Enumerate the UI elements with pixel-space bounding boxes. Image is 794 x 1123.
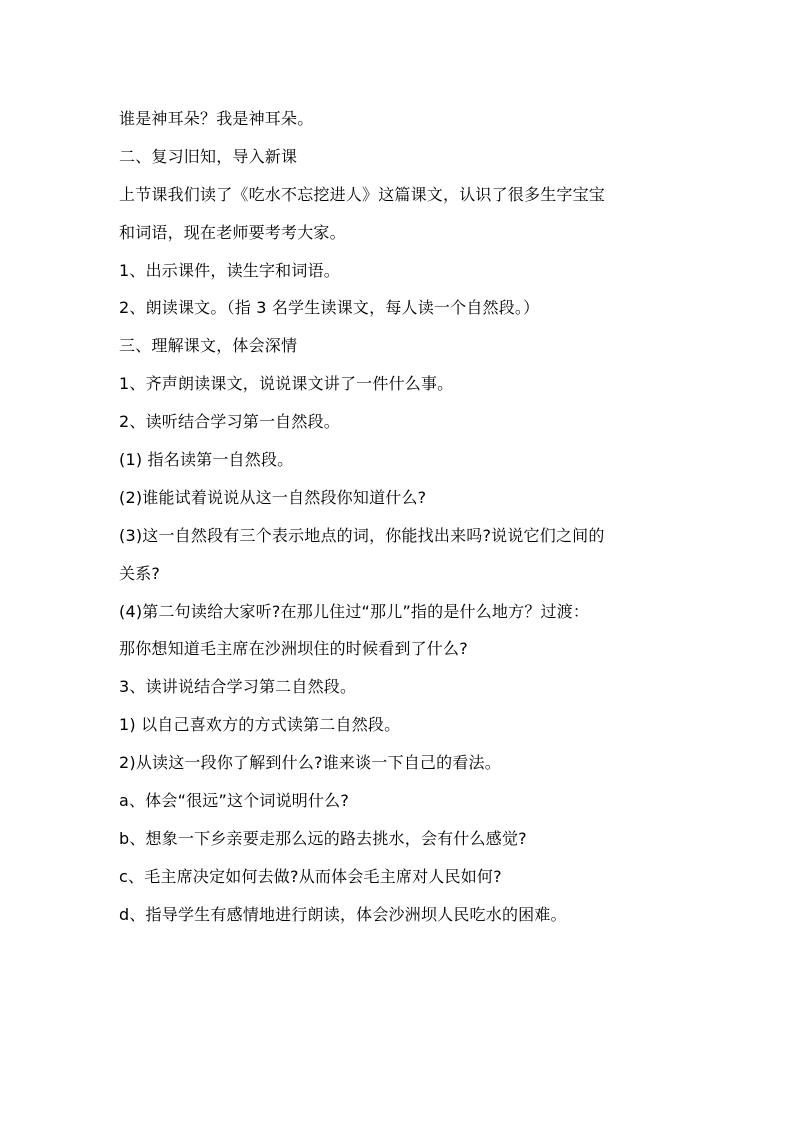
letter-item-a: a、体会“很远”这个词说明什么?	[119, 791, 350, 811]
list-item-4: 2、读听结合学习第一自然段。	[119, 412, 340, 432]
list-item-2: 2、朗读课文。（指 3 名学生读课文，每人读一个自然段。）	[119, 298, 540, 318]
letter-item-c: c、毛主席决定如何去做?从而体会毛主席对人民如何?	[119, 866, 502, 886]
text-line-1: 谁是神耳朵？我是神耳朵。	[119, 109, 314, 128]
list-item-5: 3、读讲说结合学习第二自然段。	[119, 677, 357, 697]
list-item-3: 1、齐声朗读课文，说说课文讲了一件什么事。	[119, 374, 454, 394]
section-heading-understand: 三、理解课文，体会深情	[119, 336, 298, 356]
sub-item-6: 2)从读这一段你了解到什么?谁来谈一下自己的看法。	[119, 753, 501, 773]
list-item-1: 1、出示课件，读生字和词语。	[119, 260, 340, 280]
sub-item-2: (2)谁能试着说说从这一自然段你知道什么?	[119, 487, 427, 507]
sub-item-5: 1) 以自己喜欢方的方式读第二自然段。	[119, 715, 401, 735]
text-line-4: 和词语，现在老师要考考大家。	[119, 222, 346, 242]
letter-item-b: b、想象一下乡亲要走那么远的路去挑水，会有什么感觉?	[119, 828, 527, 848]
sub-item-3-continued: 关系?	[119, 563, 161, 583]
sub-item-4: (4)第二句读给大家听?在那儿住过“那儿”指的是什么地方？过渡：	[119, 601, 590, 621]
section-heading-review: 二、复习旧知，导入新课	[119, 146, 298, 166]
text-line-3: 上节课我们读了《吃水不忘挖进人》这篇课文，认识了很多生字宝宝	[119, 184, 606, 204]
sub-item-3: (3)这一自然段有三个表示地点的词，你能找出来吗?说说它们之间的	[119, 525, 605, 545]
sub-item-1: (1) 指名读第一自然段。	[119, 450, 294, 470]
document-body	[119, 100, 679, 934]
letter-item-d: d、指导学生有感情地进行朗读，体会沙洲坝人民吃水的困难。	[119, 904, 567, 924]
sub-item-4-continued: 那你想知道毛主席在沙洲坝住的时候看到了什么?	[119, 639, 468, 659]
